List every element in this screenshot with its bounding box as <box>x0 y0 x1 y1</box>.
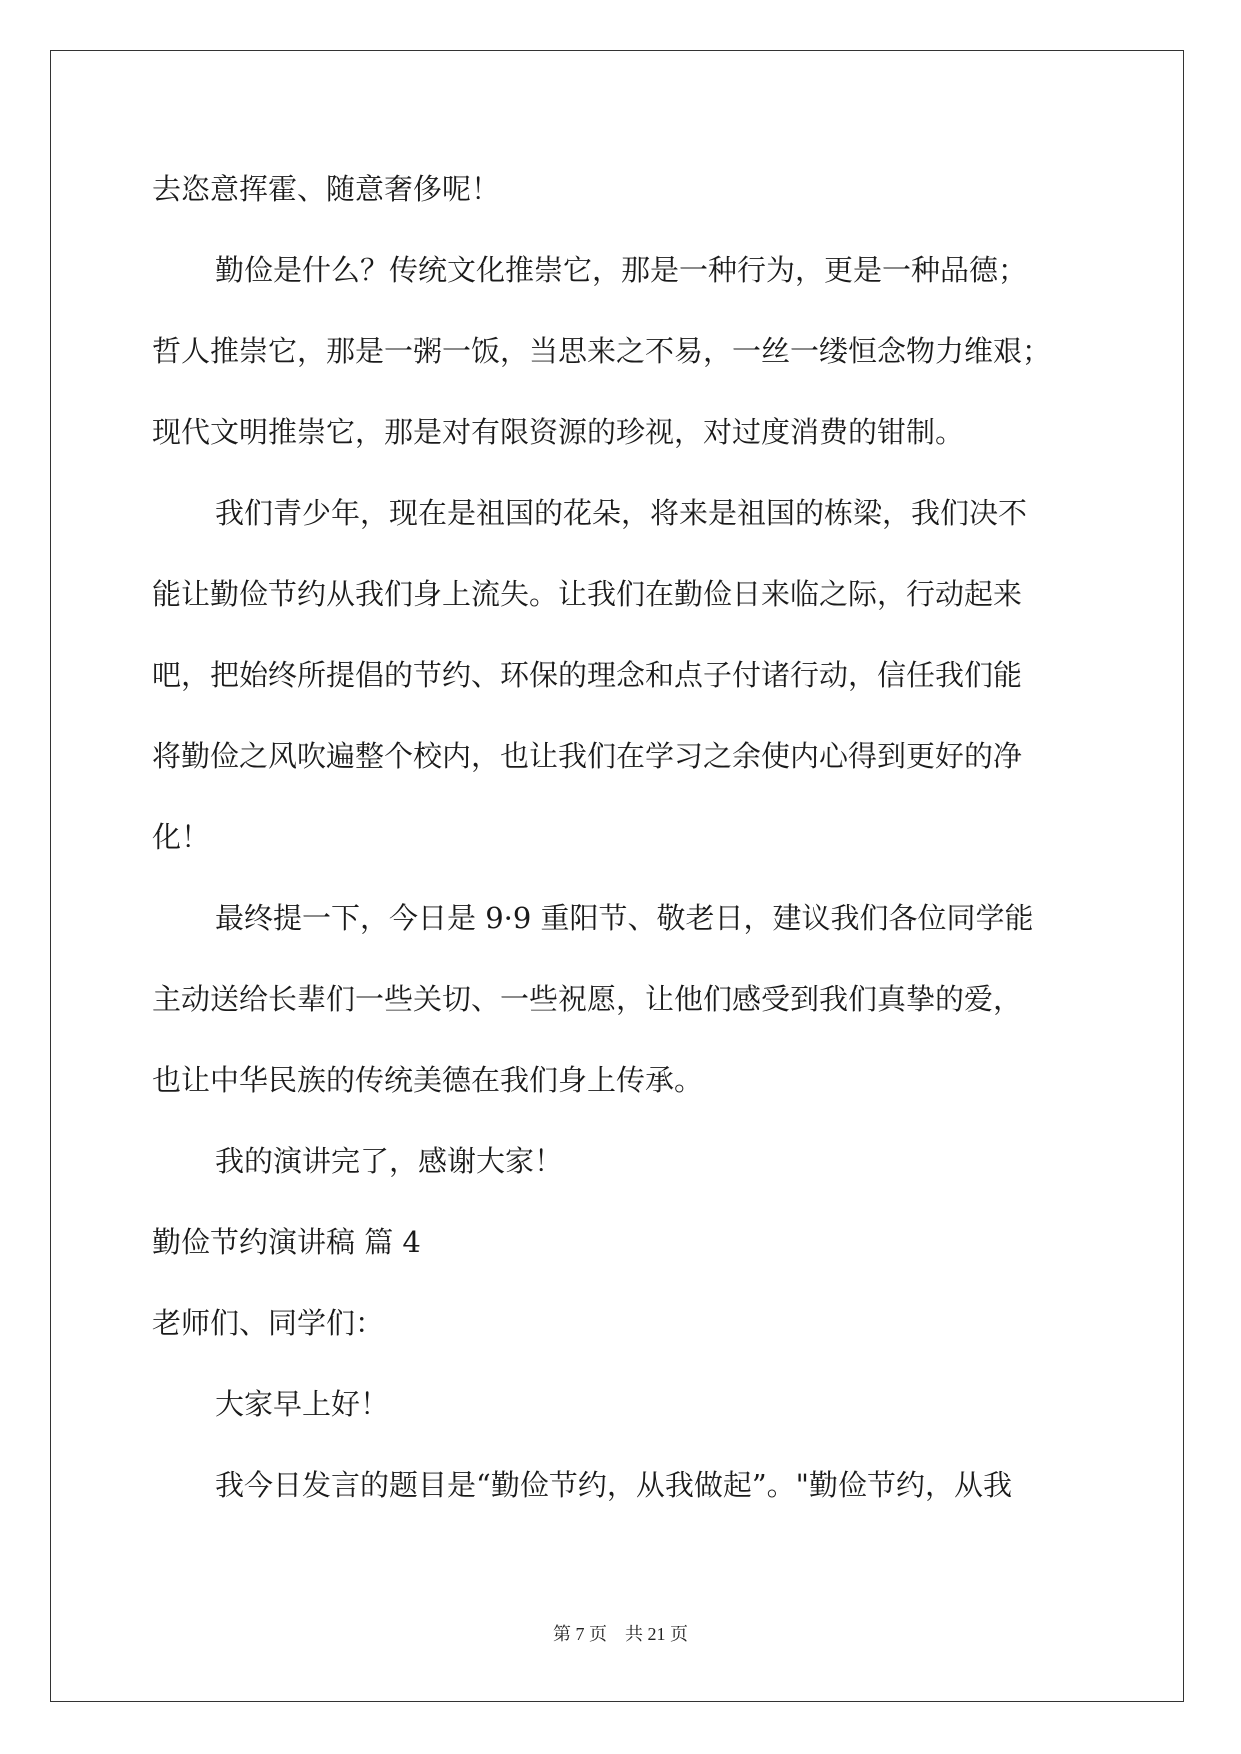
greeting: 大家早上好！ <box>215 1387 390 1421</box>
salutation: 老师们、同学们： <box>152 1306 385 1340</box>
section-heading: 勤俭节约演讲稿 篇 4 <box>152 1225 421 1259</box>
text-line: 将勤俭之风吹遍整个校内，也让我们在学习之余使内心得到更好的净 <box>152 739 1023 773</box>
text-line: 勤俭是什么？传统文化推崇它，那是一种行为，更是一种品德； <box>215 253 1028 287</box>
text-line: 我的演讲完了，感谢大家！ <box>215 1144 564 1178</box>
text-line: 我们青少年，现在是祖国的花朵，将来是祖国的栋梁，我们决不 <box>215 496 1028 530</box>
text-line: 去恣意挥霍、随意奢侈呢！ <box>152 172 501 206</box>
text-line: 吧，把始终所提倡的节约、环保的理念和点子付诸行动，信任我们能 <box>152 658 1023 692</box>
text-line: 现代文明推崇它，那是对有限资源的珍视，对过度消费的钳制。 <box>152 415 965 449</box>
text-line: 主动送给长辈们一些关切、一些祝愿，让他们感受到我们真挚的爱， <box>152 982 1023 1016</box>
text-line: 哲人推崇它，那是一粥一饭，当思来之不易，一丝一缕恒念物力维艰； <box>152 334 1052 368</box>
page-number: 第 7 页 共 21 页 <box>553 1624 688 1644</box>
text-line: 我今日发言的题目是“勤俭节约，从我做起”。"勤俭节约，从我 <box>215 1468 1012 1502</box>
text-line: 化！ <box>152 820 211 854</box>
text-line: 能让勤俭节约从我们身上流失。让我们在勤俭日来临之际，行动起来 <box>152 577 1023 611</box>
page-border <box>50 50 1184 1702</box>
text-line: 最终提一下，今日是 9·9 重阳节、敬老日，建议我们各位同学能 <box>215 901 1034 935</box>
text-line: 也让中华民族的传统美德在我们身上传承。 <box>152 1063 704 1097</box>
